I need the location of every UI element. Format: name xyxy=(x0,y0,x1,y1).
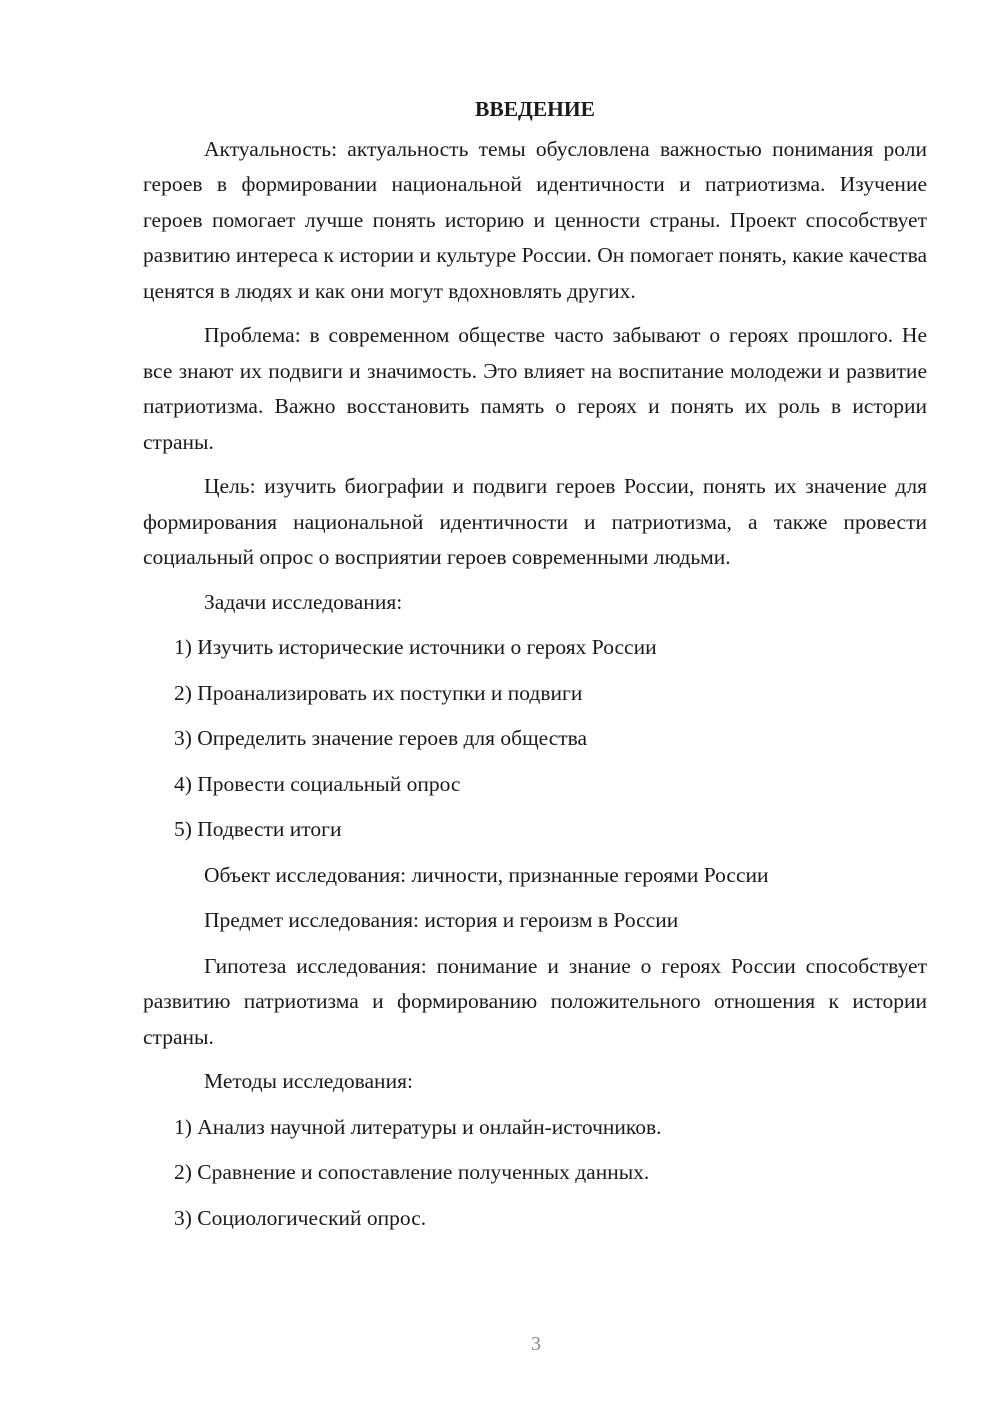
goal-paragraph: Цель: изучить биографии и подвиги героев России, понять их значение для формирования национальной идентичности и патриотизма, а также провести социальный опрос о восприятии героев современными людьми. xyxy=(143,474,927,569)
task-item: 5) Подвести итоги xyxy=(174,817,342,841)
task-item: 2) Проанализировать их поступки и подвиги xyxy=(174,680,583,705)
task-item: 4) Провести социальный опрос xyxy=(174,771,461,796)
hypothesis-paragraph: Гипотеза исследования: понимание и знание о героях России способствует развитию патриотизма и формированию положительного отношения к истории страны. xyxy=(143,953,927,1049)
section-heading: ВВЕДЕНИЕ xyxy=(475,97,595,121)
method-item: 2) Сравнение и сопоставление полученных данных. xyxy=(174,1160,650,1184)
problem-paragraph: Проблема: в современном обществе часто забывают о героях прошлого. Не все знают их подвиги и значимость. Это влияет на воспитание молодежи и развитие патриотизма. Важно восстановить память о героях и понять их роль в истории страны. xyxy=(143,323,927,454)
page-number: 3 xyxy=(531,1333,541,1355)
task-item: 3) Определить значение героев для общества xyxy=(174,726,588,750)
methods-title: Методы исследования: xyxy=(204,1069,413,1093)
research-object: Объект исследования: личности, признанные героями России xyxy=(204,862,769,887)
task-item: 1) Изучить исторические источники о героях России xyxy=(174,635,657,659)
page-content xyxy=(143,92,927,1246)
research-subject: Предмет исследования: история и героизм в России xyxy=(204,908,679,932)
tasks-list xyxy=(143,630,927,848)
methods-list xyxy=(143,1110,927,1237)
method-item: 1) Анализ научной литературы и онлайн-источников. xyxy=(174,1114,662,1139)
method-item: 3) Социологический опрос. xyxy=(174,1205,427,1230)
relevance-paragraph: Актуальность: актуальность темы обусловлена важностью понимания роли героев в формировании национальной идентичности и патриотизма. Изучение героев помогает лучше понять историю и ценности страны. Проект способствует развитию интереса к истории и культуре России. Он помогает понять, какие качества ценятся в людях и как они могут вдохновлять других. xyxy=(143,136,927,303)
tasks-title: Задачи исследования: xyxy=(204,589,403,614)
